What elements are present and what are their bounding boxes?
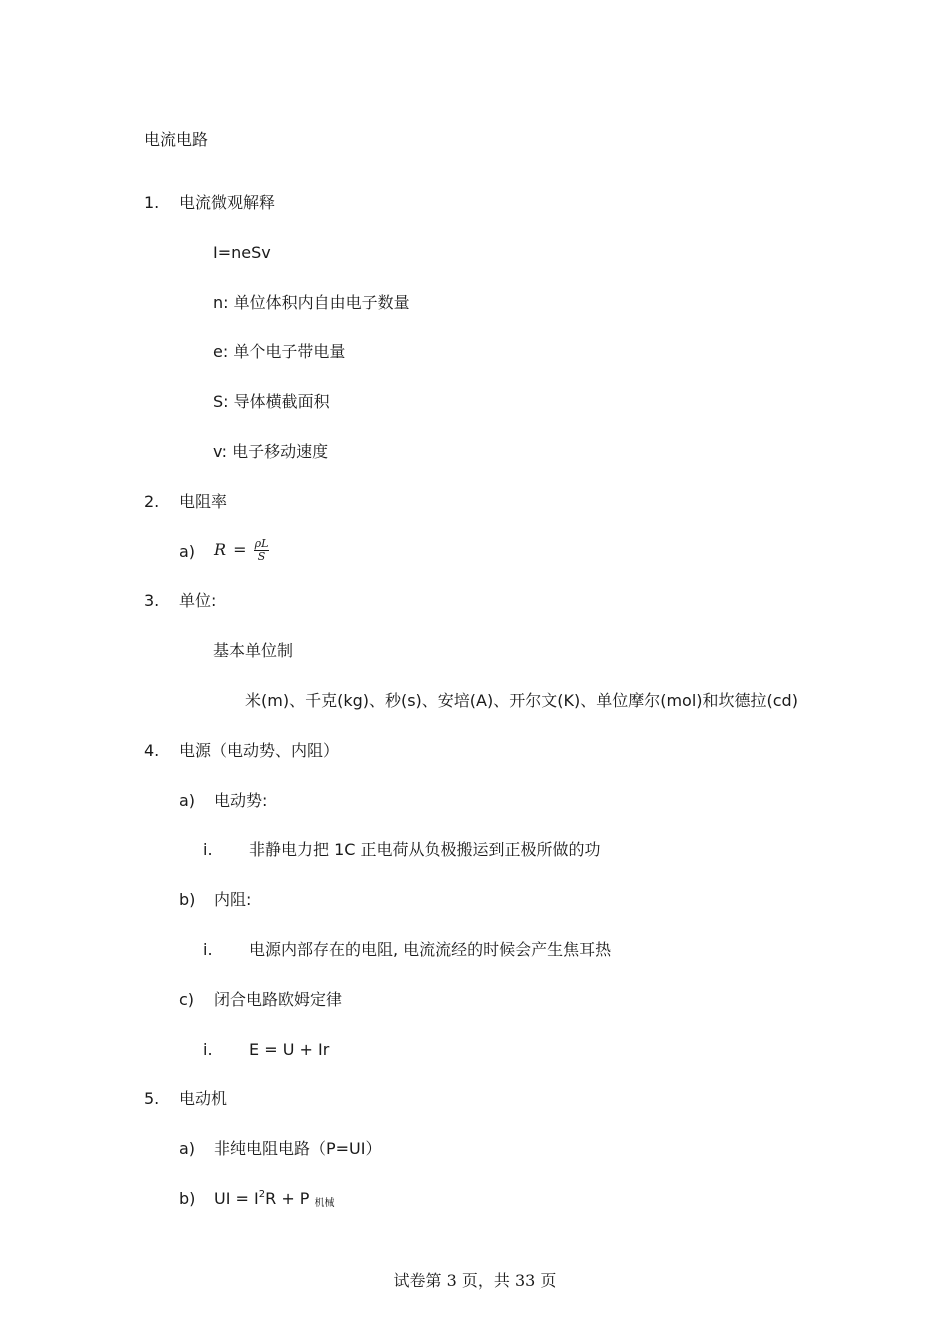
definition-s: S: 导体横截面积: [213, 392, 330, 411]
item-4a-i-marker: i.: [203, 840, 213, 859]
formula-equals: =: [233, 540, 247, 559]
item-4a-marker: a): [179, 791, 196, 810]
base-units-label: 基本单位制: [213, 641, 294, 660]
section-4-heading: 电源（电动势、内阻）: [179, 741, 340, 760]
formula-subscript: 机械: [314, 1198, 335, 1209]
item-4c-marker: c): [179, 990, 195, 1009]
definition-e: e: 单个电子带电量: [213, 342, 346, 361]
resistivity-formula: [214, 538, 269, 563]
item-2a-marker: a): [179, 542, 196, 561]
section-1-number: 1.: [144, 193, 160, 212]
formula-lhs: R: [214, 540, 227, 559]
item-4b-i-marker: i.: [203, 940, 213, 959]
item-4c-label: 闭合电路欧姆定律: [214, 990, 343, 1009]
item-4b-label: 内阻:: [214, 890, 252, 909]
item-4c-i-marker: i.: [203, 1040, 213, 1059]
motor-power-formula: [214, 1187, 335, 1211]
item-5a-marker: a): [179, 1139, 196, 1158]
section-5-number: 5.: [144, 1089, 160, 1108]
section-5-heading: 电动机: [179, 1089, 228, 1108]
formula-fraction: [254, 538, 270, 563]
item-4c-i-text: E = U + Ir: [249, 1040, 330, 1059]
section-3-number: 3.: [144, 591, 160, 610]
item-5a-text: 非纯电阻电路（P=UI）: [214, 1139, 382, 1158]
formula-current: I=neSv: [213, 243, 271, 262]
section-4-number: 4.: [144, 741, 160, 760]
section-1: [144, 191, 159, 215]
item-4b-i-text: 电源内部存在的电阻, 电流流经的时候会产生焦耳热: [249, 940, 612, 959]
item-5b-marker: b): [179, 1189, 196, 1208]
formula-part-pre: UI = I: [214, 1189, 259, 1208]
page-footer: 试卷第 3 页，共 33 页: [393, 1271, 557, 1290]
section-1-heading: 电流微观解释: [179, 193, 276, 212]
fraction-numerator: ρL: [254, 537, 269, 550]
definition-v: v: 电子移动速度: [213, 442, 329, 461]
fraction-denominator: S: [257, 550, 266, 563]
section-2-number: 2.: [144, 492, 160, 511]
formula-part-mid: R + P: [265, 1189, 310, 1208]
section-3-heading: 单位:: [179, 591, 217, 610]
base-units-list: 米(m)、千克(kg)、秒(s)、安培(A)、开尔文(K)、单位摩尔(mol)和坎德拉(cd): [245, 691, 798, 710]
section-2-heading: 电阻率: [179, 492, 228, 511]
item-4a-label: 电动势:: [214, 791, 268, 810]
page-title: 电流电路: [144, 130, 209, 149]
formula-exponent: 2: [258, 1189, 266, 1200]
definition-n: n: 单位体积内自由电子数量: [213, 293, 410, 312]
item-4b-marker: b): [179, 890, 196, 909]
item-4a-i-text: 非静电力把 1C 正电荷从负极搬运到正极所做的功: [249, 840, 601, 859]
